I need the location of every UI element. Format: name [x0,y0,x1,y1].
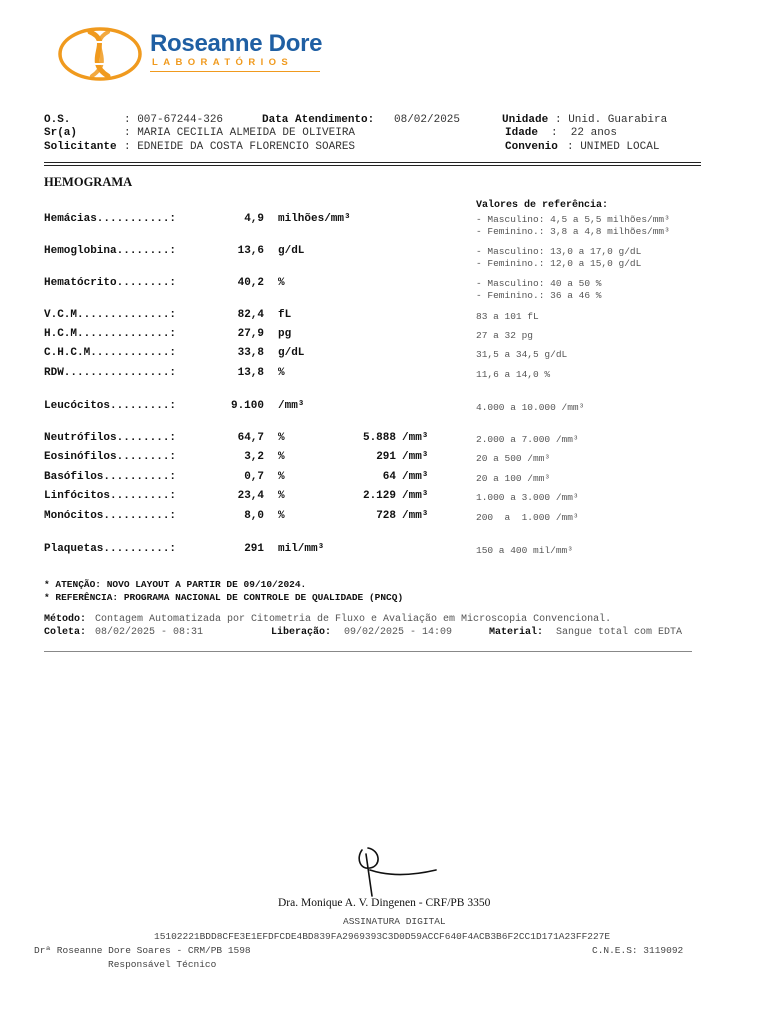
result-value: 40,2 [237,277,264,289]
result-label: C.H.C.M............: [44,347,177,359]
sr-value: : MARIA CECILIA ALMEIDA DE OLIVEIRA [124,127,356,139]
result-unit: pg [278,328,292,340]
header-divider [44,162,701,163]
reference-range: 150 a 400 mil/mm³ [476,545,573,556]
exam-title: HEMOGRAMA [44,175,133,189]
result-unit: g/dL [278,347,305,359]
reference-range-secondary: - Feminino.: 12,0 a 15,0 g/dL [476,258,642,269]
result-unit: % [278,432,285,444]
absolute-unit: /mm³ [402,510,429,522]
reference-range: 20 a 100 /mm³ [476,473,551,484]
reference-range: 31,5 a 34,5 g/dL [476,349,568,360]
reference-range: 200 a 1.000 /mm³ [476,512,579,523]
result-label: Monócitos..........: [44,510,177,522]
lab-name: Roseanne Dore [150,30,323,57]
dna-logo-icon [56,24,146,84]
solicitante-label: Solicitante [44,141,117,153]
result-label: Hemácias...........: [44,213,177,225]
result-label: H.C.M..............: [44,328,177,340]
reference-range: 4.000 a 10.000 /mm³ [476,402,585,413]
data-atendimento-value: 08/02/2025 [394,114,461,126]
absolute-value: 64 [382,471,396,483]
signature-name: Dra. Monique A. V. Dingenen - CRF/PB 3350 [278,897,491,909]
absolute-unit: /mm³ [402,451,429,463]
metodo-value: Contagem Automatizada por Citometria de Fluxo e Avaliação em Microscopia Convencional. [95,614,612,625]
reference-range-secondary: - Feminino.: 3,8 a 4,8 milhões/mm³ [476,226,670,237]
result-unit: % [278,510,285,522]
result-value: 13,8 [237,367,264,379]
reference-range: 20 a 500 /mm³ [476,453,551,464]
signature-hash: 15102221BDD8CFE3E1EFDFCDE4BD839FA2969393C3D0D59ACCF640F4ACB3B6F2CC1D171A23FF227E [154,931,611,942]
result-unit: % [278,367,285,379]
absolute-value: 2.129 [362,490,396,502]
os-value: : 007-67244-326 [124,114,224,126]
material-label: Material: [489,627,544,638]
result-value: 13,6 [237,245,264,257]
responsible-title: Responsável Técnico [108,959,217,970]
result-unit: /mm³ [278,400,305,412]
result-unit: fL [278,309,292,321]
result-value: 9.100 [230,400,264,412]
note-layout: * ATENÇÃO: NOVO LAYOUT A PARTIR DE 09/10/2024. [44,579,307,590]
ref-header: Valores de referência: [476,200,609,211]
notes-divider [44,651,692,652]
solicitante-value: : EDNEIDE DA COSTA FLORENCIO SOARES [124,141,356,153]
logo-underline [150,71,320,72]
result-label: Leucócitos.........: [44,400,177,412]
os-label: O.S. [44,114,71,126]
result-value: 0,7 [244,471,264,483]
result-unit: g/dL [278,245,305,257]
liberacao-label: Liberação: [271,627,332,638]
reference-range: 1.000 a 3.000 /mm³ [476,492,579,503]
idade-label: Idade [505,127,539,139]
reference-range: 27 a 32 pg [476,330,534,341]
result-label: Neutrófilos........: [44,432,177,444]
reference-range: 11,6 a 14,0 % [476,369,551,380]
reference-range: - Masculino: 40 a 50 % [476,278,602,289]
signature-scribble-icon [352,840,442,900]
result-value: 23,4 [237,490,264,502]
unidade-value: : Unid. Guarabira [555,114,668,126]
result-value: 82,4 [237,309,264,321]
note-reference: * REFERÊNCIA: PROGRAMA NACIONAL DE CONTROLE DE QUALIDADE (PNCQ) [44,592,404,603]
result-unit: milhões/mm³ [278,213,351,225]
result-value: 64,7 [237,432,264,444]
result-label: Plaquetas..........: [44,543,177,555]
absolute-unit: /mm³ [402,432,429,444]
result-label: Linfócitos.........: [44,490,177,502]
absolute-unit: /mm³ [402,471,429,483]
result-label: Basófilos..........: [44,471,177,483]
result-label: RDW................: [44,367,177,379]
responsible-doctor: Drª Roseanne Dore Soares - CRM/PB 1598 [34,945,251,956]
absolute-value: 728 [376,510,396,522]
absolute-value: 291 [376,451,396,463]
result-value: 291 [244,543,264,555]
result-label: Eosinófilos........: [44,451,177,463]
data-atendimento-label: Data Atendimento: [262,114,375,126]
result-label: Hematócrito........: [44,277,177,289]
result-label: Hemoglobina........: [44,245,177,257]
reference-range-secondary: - Feminino.: 36 a 46 % [476,290,602,301]
result-value: 4,9 [244,213,264,225]
absolute-value: 5.888 [362,432,396,444]
result-unit: % [278,490,285,502]
result-unit: % [278,451,285,463]
result-label: V.C.M..............: [44,309,177,321]
metodo-label: Método: [44,614,87,625]
idade-value: : 22 anos [551,127,618,139]
result-value: 33,8 [237,347,264,359]
convenio-value: : UNIMED LOCAL [567,141,660,153]
result-value: 3,2 [244,451,264,463]
reference-range: - Masculino: 4,5 a 5,5 milhões/mm³ [476,214,670,225]
unidade-label: Unidade [502,114,549,126]
cnes: C.N.E.S: 3119092 [592,945,684,956]
result-unit: % [278,471,285,483]
sr-label: Sr(a) [44,127,78,139]
reference-range: 83 a 101 fL [476,311,539,322]
absolute-unit: /mm³ [402,490,429,502]
result-value: 8,0 [244,510,264,522]
material-value: Sangue total com EDTA [556,627,683,638]
result-unit: mil/mm³ [278,543,325,555]
reference-range: 2.000 a 7.000 /mm³ [476,434,579,445]
result-value: 27,9 [237,328,264,340]
coleta-label: Coleta: [44,627,87,638]
reference-range: - Masculino: 13,0 a 17,0 g/dL [476,246,642,257]
result-unit: % [278,277,285,289]
liberacao-value: 09/02/2025 - 14:09 [344,627,453,638]
convenio-label: Convenio [505,141,558,153]
header-divider-2 [44,165,701,166]
lab-subtitle: LABORATÓRIOS [152,57,294,68]
signature-label: ASSINATURA DIGITAL [343,916,446,927]
coleta-value: 08/02/2025 - 08:31 [95,627,204,638]
